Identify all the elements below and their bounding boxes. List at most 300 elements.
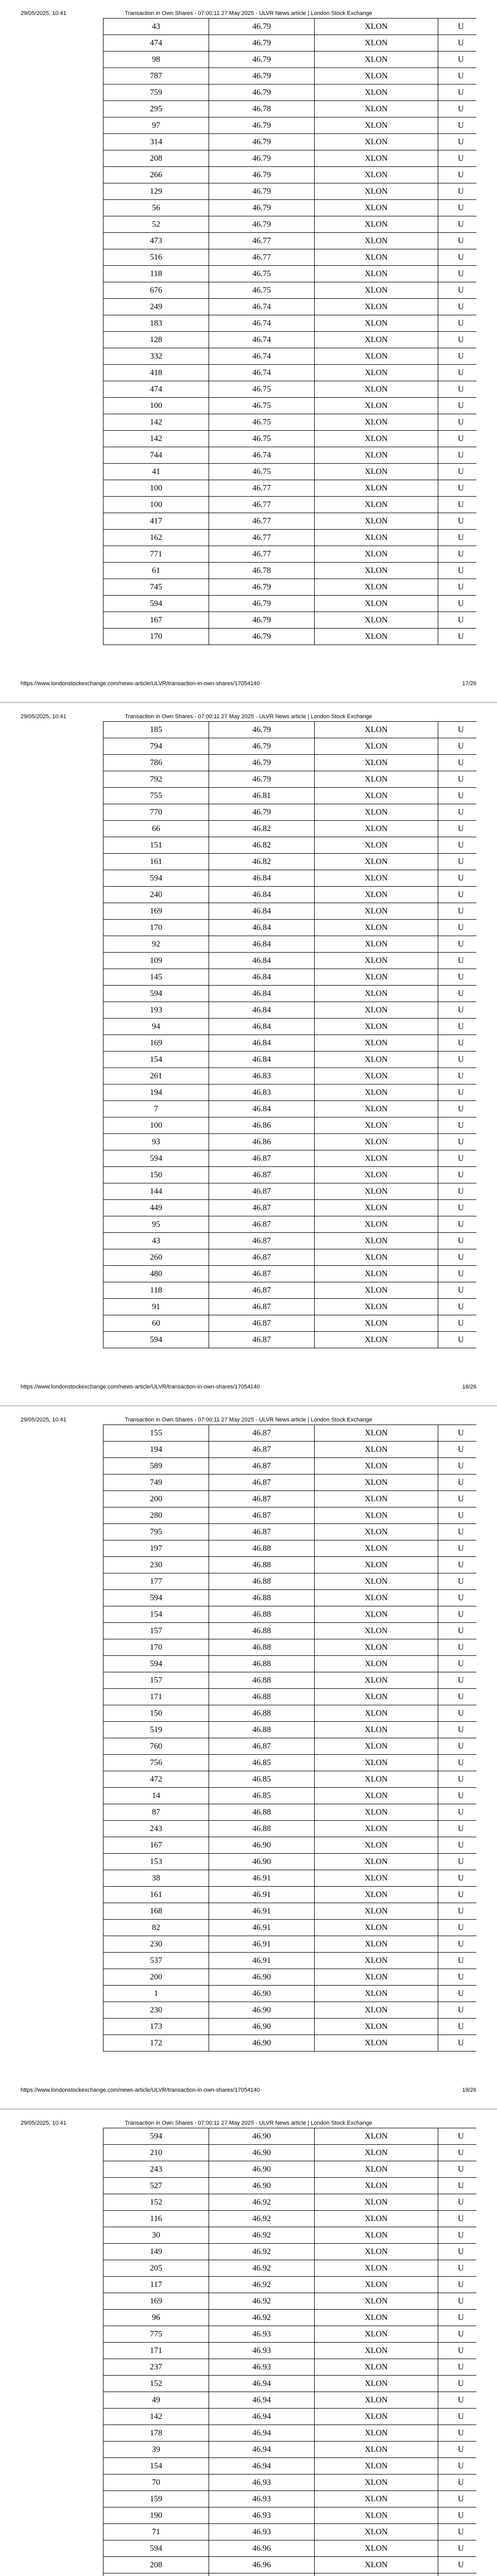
currency-cell: U <box>438 1705 477 1722</box>
table-row <box>104 117 477 134</box>
volume-cell: 594 <box>104 870 209 887</box>
table-row <box>104 2409 477 2425</box>
venue-cell: XLON <box>315 1475 438 1491</box>
volume-cell: 795 <box>104 1524 209 1540</box>
currency-cell: U <box>438 2507 477 2524</box>
currency-cell: U <box>438 1738 477 1755</box>
table-row <box>104 2507 477 2524</box>
venue-cell: XLON <box>315 348 438 365</box>
table-row <box>104 920 477 936</box>
price-cell: 46.75 <box>209 266 315 282</box>
currency-cell: U <box>438 381 477 398</box>
currency-cell: U <box>438 1936 477 1953</box>
price-cell: 46.87 <box>209 1200 315 1216</box>
price-cell: 46.90 <box>209 2161 315 2178</box>
trades-table-wrapper <box>103 1425 476 2052</box>
venue-cell: XLON <box>315 1639 438 1656</box>
currency-cell: U <box>438 2145 477 2161</box>
price-cell: 46.96 <box>209 2540 315 2557</box>
volume-cell: 237 <box>104 2359 209 2376</box>
table-row <box>104 464 477 480</box>
table-row <box>104 1117 477 1134</box>
print-date: 29/05/2025, 10:41 <box>21 1417 66 1423</box>
venue-cell: XLON <box>315 2035 438 2052</box>
table-row <box>104 2557 477 2573</box>
price-cell: 46.86 <box>209 1117 315 1134</box>
currency-cell: U <box>438 1788 477 1804</box>
price-cell: 46.79 <box>209 612 315 629</box>
volume-cell: 7 <box>104 1101 209 1117</box>
price-cell: 46.87 <box>209 1315 315 1332</box>
volume-cell: 159 <box>104 2491 209 2507</box>
currency-cell: U <box>438 1183 477 1200</box>
volume-cell: 755 <box>104 788 209 804</box>
price-cell: 46.94 <box>209 2376 315 2392</box>
price-cell: 46.75 <box>209 398 315 414</box>
price-cell: 46.79 <box>209 84 315 101</box>
venue-cell: XLON <box>315 1183 438 1200</box>
currency-cell: U <box>438 821 477 837</box>
volume-cell: 60 <box>104 1315 209 1332</box>
currency-cell: U <box>438 447 477 464</box>
volume-cell: 169 <box>104 1035 209 1052</box>
volume-cell: 56 <box>104 200 209 216</box>
venue-cell: XLON <box>315 2524 438 2540</box>
currency-cell: U <box>438 2260 477 2277</box>
table-row <box>104 1870 477 1887</box>
table-row <box>104 1656 477 1672</box>
venue-cell: XLON <box>315 1216 438 1233</box>
venue-cell: XLON <box>315 722 438 738</box>
table-row <box>104 1771 477 1788</box>
price-cell: 46.87 <box>209 1282 315 1299</box>
venue-cell: XLON <box>315 1573 438 1590</box>
volume-cell: 185 <box>104 722 209 738</box>
currency-cell: U <box>438 1084 477 1101</box>
volume-cell: 314 <box>104 134 209 150</box>
volume-cell: 749 <box>104 1475 209 1491</box>
price-cell: 46.85 <box>209 1771 315 1788</box>
currency-cell: U <box>438 771 477 788</box>
price-cell: 46.88 <box>209 1804 315 1821</box>
table-row <box>104 266 477 282</box>
currency-cell: U <box>438 1233 477 1249</box>
price-cell: 46.91 <box>209 1887 315 1903</box>
venue-cell <box>315 2573 438 2576</box>
currency-cell: U <box>438 1689 477 1705</box>
price-cell: 46.93 <box>209 2524 315 2540</box>
currency-cell: U <box>438 1266 477 1282</box>
volume-cell: 162 <box>104 530 209 546</box>
volume-cell: 193 <box>104 1002 209 1019</box>
document-title: Transaction in Own Shares - 07:00:11 27 May 2025 - ULVR News article | London Stock Exchange <box>125 10 372 16</box>
volume-cell: 230 <box>104 1936 209 1953</box>
page-footer <box>21 1383 476 1391</box>
table-row <box>104 2392 477 2409</box>
currency-cell: U <box>438 249 477 266</box>
volume-cell: 594 <box>104 1656 209 1672</box>
volume-cell: 787 <box>104 68 209 84</box>
volume-cell: 151 <box>104 837 209 854</box>
currency-cell: U <box>438 332 477 348</box>
volume-cell: 154 <box>104 1606 209 1623</box>
volume-cell: 52 <box>104 216 209 233</box>
venue-cell: XLON <box>315 2557 438 2573</box>
table-row <box>104 821 477 837</box>
volume-cell: 170 <box>104 1639 209 1656</box>
volume-cell: 230 <box>104 2002 209 2019</box>
currency-cell: U <box>438 1442 477 1458</box>
table-row <box>104 1722 477 1738</box>
currency-cell: U <box>438 2194 477 2211</box>
currency-cell: U <box>438 299 477 315</box>
table-row <box>104 755 477 771</box>
page-header <box>21 2120 476 2127</box>
volume-cell: 200 <box>104 1969 209 1986</box>
table-row <box>104 1755 477 1771</box>
venue-cell: XLON <box>315 134 438 150</box>
price-cell: 46.90 <box>209 1986 315 2002</box>
volume-cell: 775 <box>104 2326 209 2343</box>
table-row <box>104 1299 477 1315</box>
volume-cell: 759 <box>104 84 209 101</box>
price-cell: 46.79 <box>209 52 315 68</box>
volume-cell: 171 <box>104 2343 209 2359</box>
price-cell: 46.75 <box>209 381 315 398</box>
volume-cell: 161 <box>104 1887 209 1903</box>
page-footer <box>21 680 476 687</box>
price-cell: 46.79 <box>209 117 315 134</box>
currency-cell: U <box>438 2277 477 2293</box>
volume-cell: 168 <box>104 1903 209 1920</box>
volume-cell: 474 <box>104 381 209 398</box>
table-row <box>104 2227 477 2244</box>
venue-cell: XLON <box>315 2019 438 2035</box>
venue-cell: XLON <box>315 1299 438 1315</box>
venue-cell: XLON <box>315 2409 438 2425</box>
volume-cell: 266 <box>104 167 209 183</box>
price-cell: 46.83 <box>209 1068 315 1084</box>
table-row <box>104 2002 477 2019</box>
volume-cell: 480 <box>104 1266 209 1282</box>
table-row <box>104 1266 477 1282</box>
price-cell: 46.84 <box>209 986 315 1002</box>
volume-cell: 14 <box>104 1788 209 1804</box>
venue-cell: XLON <box>315 596 438 612</box>
table-row <box>104 953 477 969</box>
table-row <box>104 1216 477 1233</box>
currency-cell: U <box>438 68 477 84</box>
venue-cell: XLON <box>315 1524 438 1540</box>
table-row <box>104 84 477 101</box>
table-row <box>104 1200 477 1216</box>
table-row <box>104 2035 477 2052</box>
currency-cell: U <box>438 2211 477 2227</box>
price-cell: 46.88 <box>209 1573 315 1590</box>
table-row <box>104 1052 477 1068</box>
document-page <box>0 703 497 1406</box>
table-row <box>104 1101 477 1117</box>
currency-cell: U <box>438 1167 477 1183</box>
volume-cell: 167 <box>104 1837 209 1854</box>
volume-cell: 280 <box>104 1507 209 1524</box>
currency-cell <box>438 2573 477 2576</box>
price-cell: 46.79 <box>209 722 315 738</box>
price-cell: 46.88 <box>209 1689 315 1705</box>
venue-cell: XLON <box>315 579 438 596</box>
price-cell: 46.92 <box>209 2244 315 2260</box>
volume-cell: 30 <box>104 2227 209 2244</box>
table-row <box>104 1507 477 1524</box>
trades-table-wrapper <box>103 721 476 1348</box>
table-row <box>104 563 477 579</box>
table-row <box>104 1233 477 1249</box>
table-row <box>104 986 477 1002</box>
document-page <box>0 1406 497 2110</box>
venue-cell: XLON <box>315 2310 438 2326</box>
table-row <box>104 233 477 249</box>
price-cell: 46.87 <box>209 1167 315 1183</box>
volume-cell: 100 <box>104 1117 209 1134</box>
venue-cell: XLON <box>315 887 438 903</box>
price-cell: 46.79 <box>209 596 315 612</box>
currency-cell: U <box>438 2161 477 2178</box>
venue-cell: XLON <box>315 1507 438 1524</box>
price-cell: 46.84 <box>209 936 315 953</box>
price-cell: 46.90 <box>209 2019 315 2035</box>
volume-cell: 154 <box>104 1052 209 1068</box>
volume-cell: 594 <box>104 986 209 1002</box>
price-cell: 46.84 <box>209 920 315 936</box>
volume-cell: 152 <box>104 2194 209 2211</box>
page-url[interactable]: https://www.londonstockexchange.com/news-article/ULVR/transaction-in-own-shares/17054140 <box>21 2087 260 2093</box>
volume-cell: 594 <box>104 1590 209 1606</box>
print-date: 29/05/2025, 10:41 <box>21 10 66 16</box>
venue-cell: XLON <box>315 1837 438 1854</box>
price-cell: 46.78 <box>209 563 315 579</box>
currency-cell: U <box>438 738 477 755</box>
table-row <box>104 1606 477 1623</box>
venue-cell: XLON <box>315 1920 438 1936</box>
price-cell: 46.88 <box>209 1557 315 1573</box>
page-url[interactable]: https://www.londonstockexchange.com/news-article/ULVR/transaction-in-own-shares/17054140 <box>21 681 260 687</box>
currency-cell: U <box>438 579 477 596</box>
venue-cell: XLON <box>315 480 438 497</box>
currency-cell: U <box>438 1200 477 1216</box>
document-title: Transaction in Own Shares - 07:00:11 27 May 2025 - ULVR News article | London Stock Exchange <box>125 1417 372 1423</box>
volume-cell: 66 <box>104 821 209 837</box>
table-row <box>104 1953 477 1969</box>
price-cell: 46.93 <box>209 2343 315 2359</box>
currency-cell: U <box>438 2524 477 2540</box>
table-row <box>104 1425 477 1442</box>
venue-cell: XLON <box>315 1233 438 1249</box>
table-row <box>104 1183 477 1200</box>
price-cell: 46.74 <box>209 315 315 332</box>
price-cell: 46.82 <box>209 837 315 854</box>
table-row <box>104 722 477 738</box>
currency-cell: U <box>438 788 477 804</box>
price-cell: 46.75 <box>209 282 315 299</box>
volume-cell: 49 <box>104 2392 209 2409</box>
venue-cell: XLON <box>315 2491 438 2507</box>
price-cell: 46.84 <box>209 903 315 920</box>
currency-cell: U <box>438 1837 477 1854</box>
venue-cell: XLON <box>315 1722 438 1738</box>
table-row <box>104 2194 477 2211</box>
venue-cell: XLON <box>315 19 438 35</box>
venue-cell: XLON <box>315 903 438 920</box>
venue-cell: XLON <box>315 365 438 381</box>
volume-cell: 243 <box>104 1821 209 1837</box>
currency-cell: U <box>438 1002 477 1019</box>
table-row <box>104 1639 477 1656</box>
table-row <box>104 854 477 870</box>
currency-cell: U <box>438 1491 477 1507</box>
venue-cell: XLON <box>315 771 438 788</box>
venue-cell: XLON <box>315 1738 438 1755</box>
currency-cell: U <box>438 629 477 645</box>
table-row <box>104 2277 477 2293</box>
trades-table-wrapper <box>103 2128 476 2576</box>
venue-cell: XLON <box>315 821 438 837</box>
venue-cell: XLON <box>315 2458 438 2475</box>
currency-cell: U <box>438 2293 477 2310</box>
volume-cell: 96 <box>104 2310 209 2326</box>
table-row <box>104 1491 477 1507</box>
currency-cell: U <box>438 1672 477 1689</box>
currency-cell: U <box>438 2326 477 2343</box>
table-row <box>104 596 477 612</box>
currency-cell: U <box>438 2425 477 2442</box>
page-url[interactable]: https://www.londonstockexchange.com/news-article/ULVR/transaction-in-own-shares/17054140 <box>21 1384 260 1390</box>
currency-cell: U <box>438 315 477 332</box>
currency-cell: U <box>438 2178 477 2194</box>
venue-cell: XLON <box>315 1854 438 1870</box>
venue-cell: XLON <box>315 101 438 117</box>
venue-cell: XLON <box>315 1101 438 1117</box>
volume-cell: 109 <box>104 953 209 969</box>
table-row <box>104 579 477 596</box>
currency-cell: U <box>438 84 477 101</box>
price-cell: 46.92 <box>209 2310 315 2326</box>
volume-cell: 516 <box>104 249 209 266</box>
currency-cell: U <box>438 2557 477 2573</box>
venue-cell: XLON <box>315 1425 438 1442</box>
table-row <box>104 497 477 513</box>
volume-cell: 82 <box>104 1920 209 1936</box>
price-cell: 46.93 <box>209 2507 315 2524</box>
table-row <box>104 1969 477 1986</box>
venue-cell: XLON <box>315 2260 438 2277</box>
volume-cell: 70 <box>104 2475 209 2491</box>
currency-cell: U <box>438 1068 477 1084</box>
volume-cell: 118 <box>104 266 209 282</box>
volume-cell <box>104 2573 209 2576</box>
price-cell: 46.87 <box>209 1150 315 1167</box>
currency-cell: U <box>438 530 477 546</box>
venue-cell: XLON <box>315 1491 438 1507</box>
venue-cell: XLON <box>315 1458 438 1475</box>
volume-cell: 173 <box>104 2019 209 2035</box>
volume-cell: 142 <box>104 2409 209 2425</box>
venue-cell: XLON <box>315 1266 438 1282</box>
venue-cell: XLON <box>315 150 438 167</box>
price-cell: 46.87 <box>209 1249 315 1266</box>
volume-cell: 197 <box>104 1540 209 1557</box>
table-row <box>104 513 477 530</box>
price-cell: 46.92 <box>209 2293 315 2310</box>
currency-cell: U <box>438 1249 477 1266</box>
venue-cell: XLON <box>315 1821 438 1837</box>
trades-table <box>103 18 476 645</box>
page-number: 18/26 <box>462 1384 476 1390</box>
volume-cell: 61 <box>104 563 209 579</box>
volume-cell: 157 <box>104 1623 209 1639</box>
price-cell: 46.87 <box>209 1299 315 1315</box>
currency-cell: U <box>438 1019 477 1035</box>
venue-cell: XLON <box>315 2145 438 2161</box>
price-cell: 46.79 <box>209 150 315 167</box>
volume-cell: 71 <box>104 2524 209 2540</box>
document-page <box>0 2110 497 2576</box>
price-cell: 46.77 <box>209 546 315 563</box>
currency-cell: U <box>438 1524 477 1540</box>
venue-cell: XLON <box>315 788 438 804</box>
price-cell: 46.84 <box>209 887 315 903</box>
table-row <box>104 2293 477 2310</box>
table-row <box>104 1573 477 1590</box>
volume-cell: 43 <box>104 19 209 35</box>
price-cell: 46.88 <box>209 1705 315 1722</box>
table-row <box>104 1788 477 1804</box>
price-cell: 46.93 <box>209 2326 315 2343</box>
venue-cell: XLON <box>315 1068 438 1084</box>
table-row <box>104 431 477 447</box>
venue-cell: XLON <box>315 755 438 771</box>
currency-cell: U <box>438 1507 477 1524</box>
currency-cell: U <box>438 969 477 986</box>
venue-cell: XLON <box>315 2211 438 2227</box>
currency-cell: U <box>438 1299 477 1315</box>
table-row <box>104 167 477 183</box>
table-row <box>104 837 477 854</box>
volume-cell: 756 <box>104 1755 209 1771</box>
volume-cell: 760 <box>104 1738 209 1755</box>
price-cell: 46.79 <box>209 804 315 821</box>
venue-cell: XLON <box>315 1315 438 1332</box>
price-cell: 46.87 <box>209 1425 315 1442</box>
page-number: 19/26 <box>462 2087 476 2093</box>
table-row <box>104 183 477 200</box>
price-cell: 46.84 <box>209 870 315 887</box>
currency-cell: U <box>438 1903 477 1920</box>
venue-cell: XLON <box>315 447 438 464</box>
currency-cell: U <box>438 1639 477 1656</box>
price-cell: 46.87 <box>209 1266 315 1282</box>
trades-table <box>103 1425 476 2052</box>
price-cell: 46.87 <box>209 1183 315 1200</box>
price-cell: 46.87 <box>209 1738 315 1755</box>
price-cell: 46.94 <box>209 2425 315 2442</box>
table-row <box>104 299 477 315</box>
page-header <box>21 713 476 720</box>
price-cell: 46.87 <box>209 1458 315 1475</box>
currency-cell: U <box>438 1606 477 1623</box>
price-cell: 46.87 <box>209 1442 315 1458</box>
price-cell: 46.82 <box>209 821 315 837</box>
table-row <box>104 2211 477 2227</box>
